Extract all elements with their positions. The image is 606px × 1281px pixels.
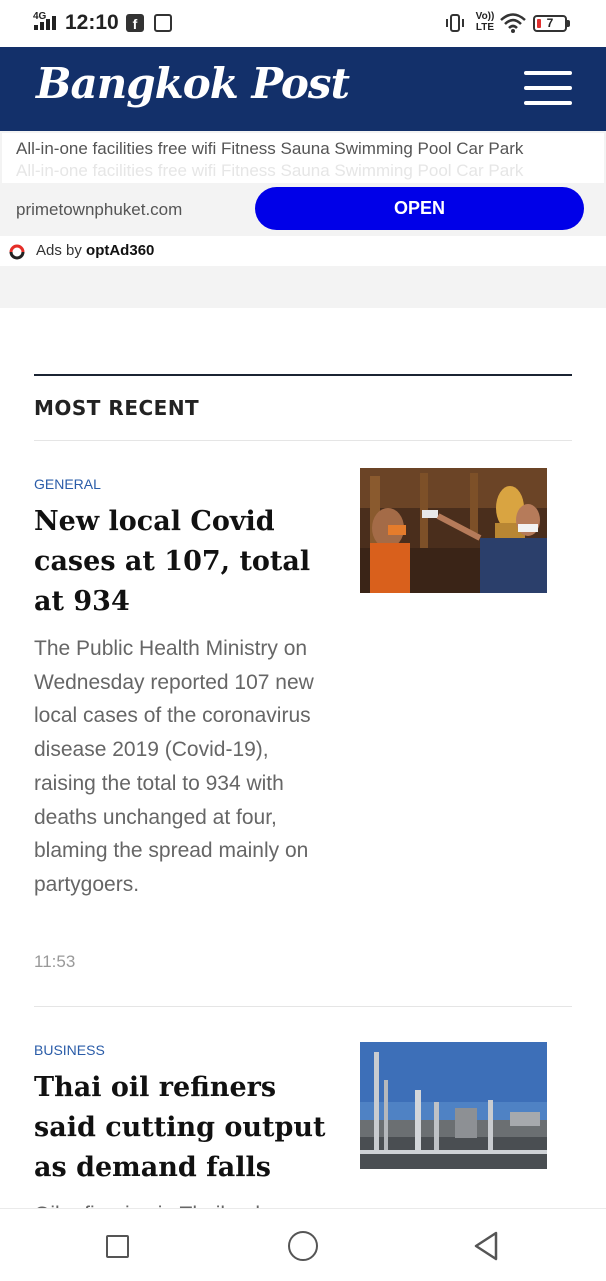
back-button[interactable] bbox=[472, 1231, 500, 1261]
article-title[interactable]: Thai oil refiners said cutting output as demand falls bbox=[34, 1072, 326, 1183]
ad-description: All-in-one facilities free wifi Fitness Sauna Swimming Pool Car Park bbox=[16, 139, 524, 158]
ads-brand: optAd360 bbox=[86, 242, 155, 259]
menu-icon-bar bbox=[524, 71, 572, 75]
menu-icon[interactable] bbox=[524, 71, 572, 107]
ad-domain[interactable]: primetownphuket.com bbox=[16, 200, 183, 219]
optad360-logo-icon bbox=[8, 243, 26, 261]
section-divider bbox=[34, 440, 572, 441]
article-summary: The Public Health Ministry on Wednesday reported 107 new local cases of the coronavirus disease 2019 (Covid-19), raising the total to 934 with deaths unchanged at four, blaming the spread mainly on partygoers. bbox=[34, 637, 314, 896]
recents-button[interactable] bbox=[106, 1235, 129, 1258]
ads-attribution[interactable] bbox=[0, 236, 606, 266]
volte-icon: Vo)) LTE bbox=[475, 11, 495, 33]
ads-attribution-text bbox=[36, 242, 154, 259]
ad-description-shadow: All-in-one facilities free wifi Fitness Sauna Swimming Pool Car Park bbox=[16, 161, 524, 180]
article-item[interactable] bbox=[34, 476, 572, 976]
facebook-notification-icon: f bbox=[126, 14, 144, 32]
article-item[interactable] bbox=[34, 1042, 572, 1212]
article-divider bbox=[34, 1006, 572, 1007]
site-header bbox=[0, 47, 606, 131]
ad-banner[interactable] bbox=[0, 131, 606, 236]
article-thumbnail[interactable] bbox=[360, 468, 547, 593]
signal-strength-icon bbox=[34, 16, 58, 30]
status-bar bbox=[0, 0, 606, 47]
article-thumbnail[interactable] bbox=[360, 1042, 547, 1169]
article-category[interactable]: BUSINESS bbox=[34, 1042, 105, 1058]
ad-open-button[interactable]: OPEN bbox=[255, 187, 584, 230]
article-title[interactable]: New local Covid cases at 107, total at 934 bbox=[34, 506, 311, 617]
clock: 12:10 bbox=[65, 11, 119, 34]
network-type: 4G bbox=[33, 11, 47, 22]
article-category[interactable]: GENERAL bbox=[34, 476, 101, 492]
menu-icon-bar bbox=[524, 86, 572, 90]
vibrate-icon bbox=[444, 13, 466, 33]
section-title: MOST RECENT bbox=[34, 396, 200, 420]
wifi-icon bbox=[500, 12, 526, 34]
gallery-notification-icon bbox=[154, 14, 172, 32]
section-top-rule bbox=[34, 374, 572, 376]
android-nav-bar bbox=[0, 1208, 606, 1281]
ad-description-box bbox=[2, 133, 604, 183]
home-button[interactable] bbox=[288, 1231, 318, 1261]
battery-tip bbox=[567, 20, 570, 27]
battery-icon bbox=[533, 15, 567, 32]
article-time: 11:53 bbox=[34, 952, 76, 971]
battery-percent: 7 bbox=[546, 16, 554, 30]
menu-icon-bar bbox=[524, 101, 572, 105]
ad-spacer bbox=[0, 266, 606, 308]
bangkok-post-logo[interactable]: Bangkok Post bbox=[36, 59, 349, 108]
ads-by-label: Ads by bbox=[36, 242, 82, 259]
